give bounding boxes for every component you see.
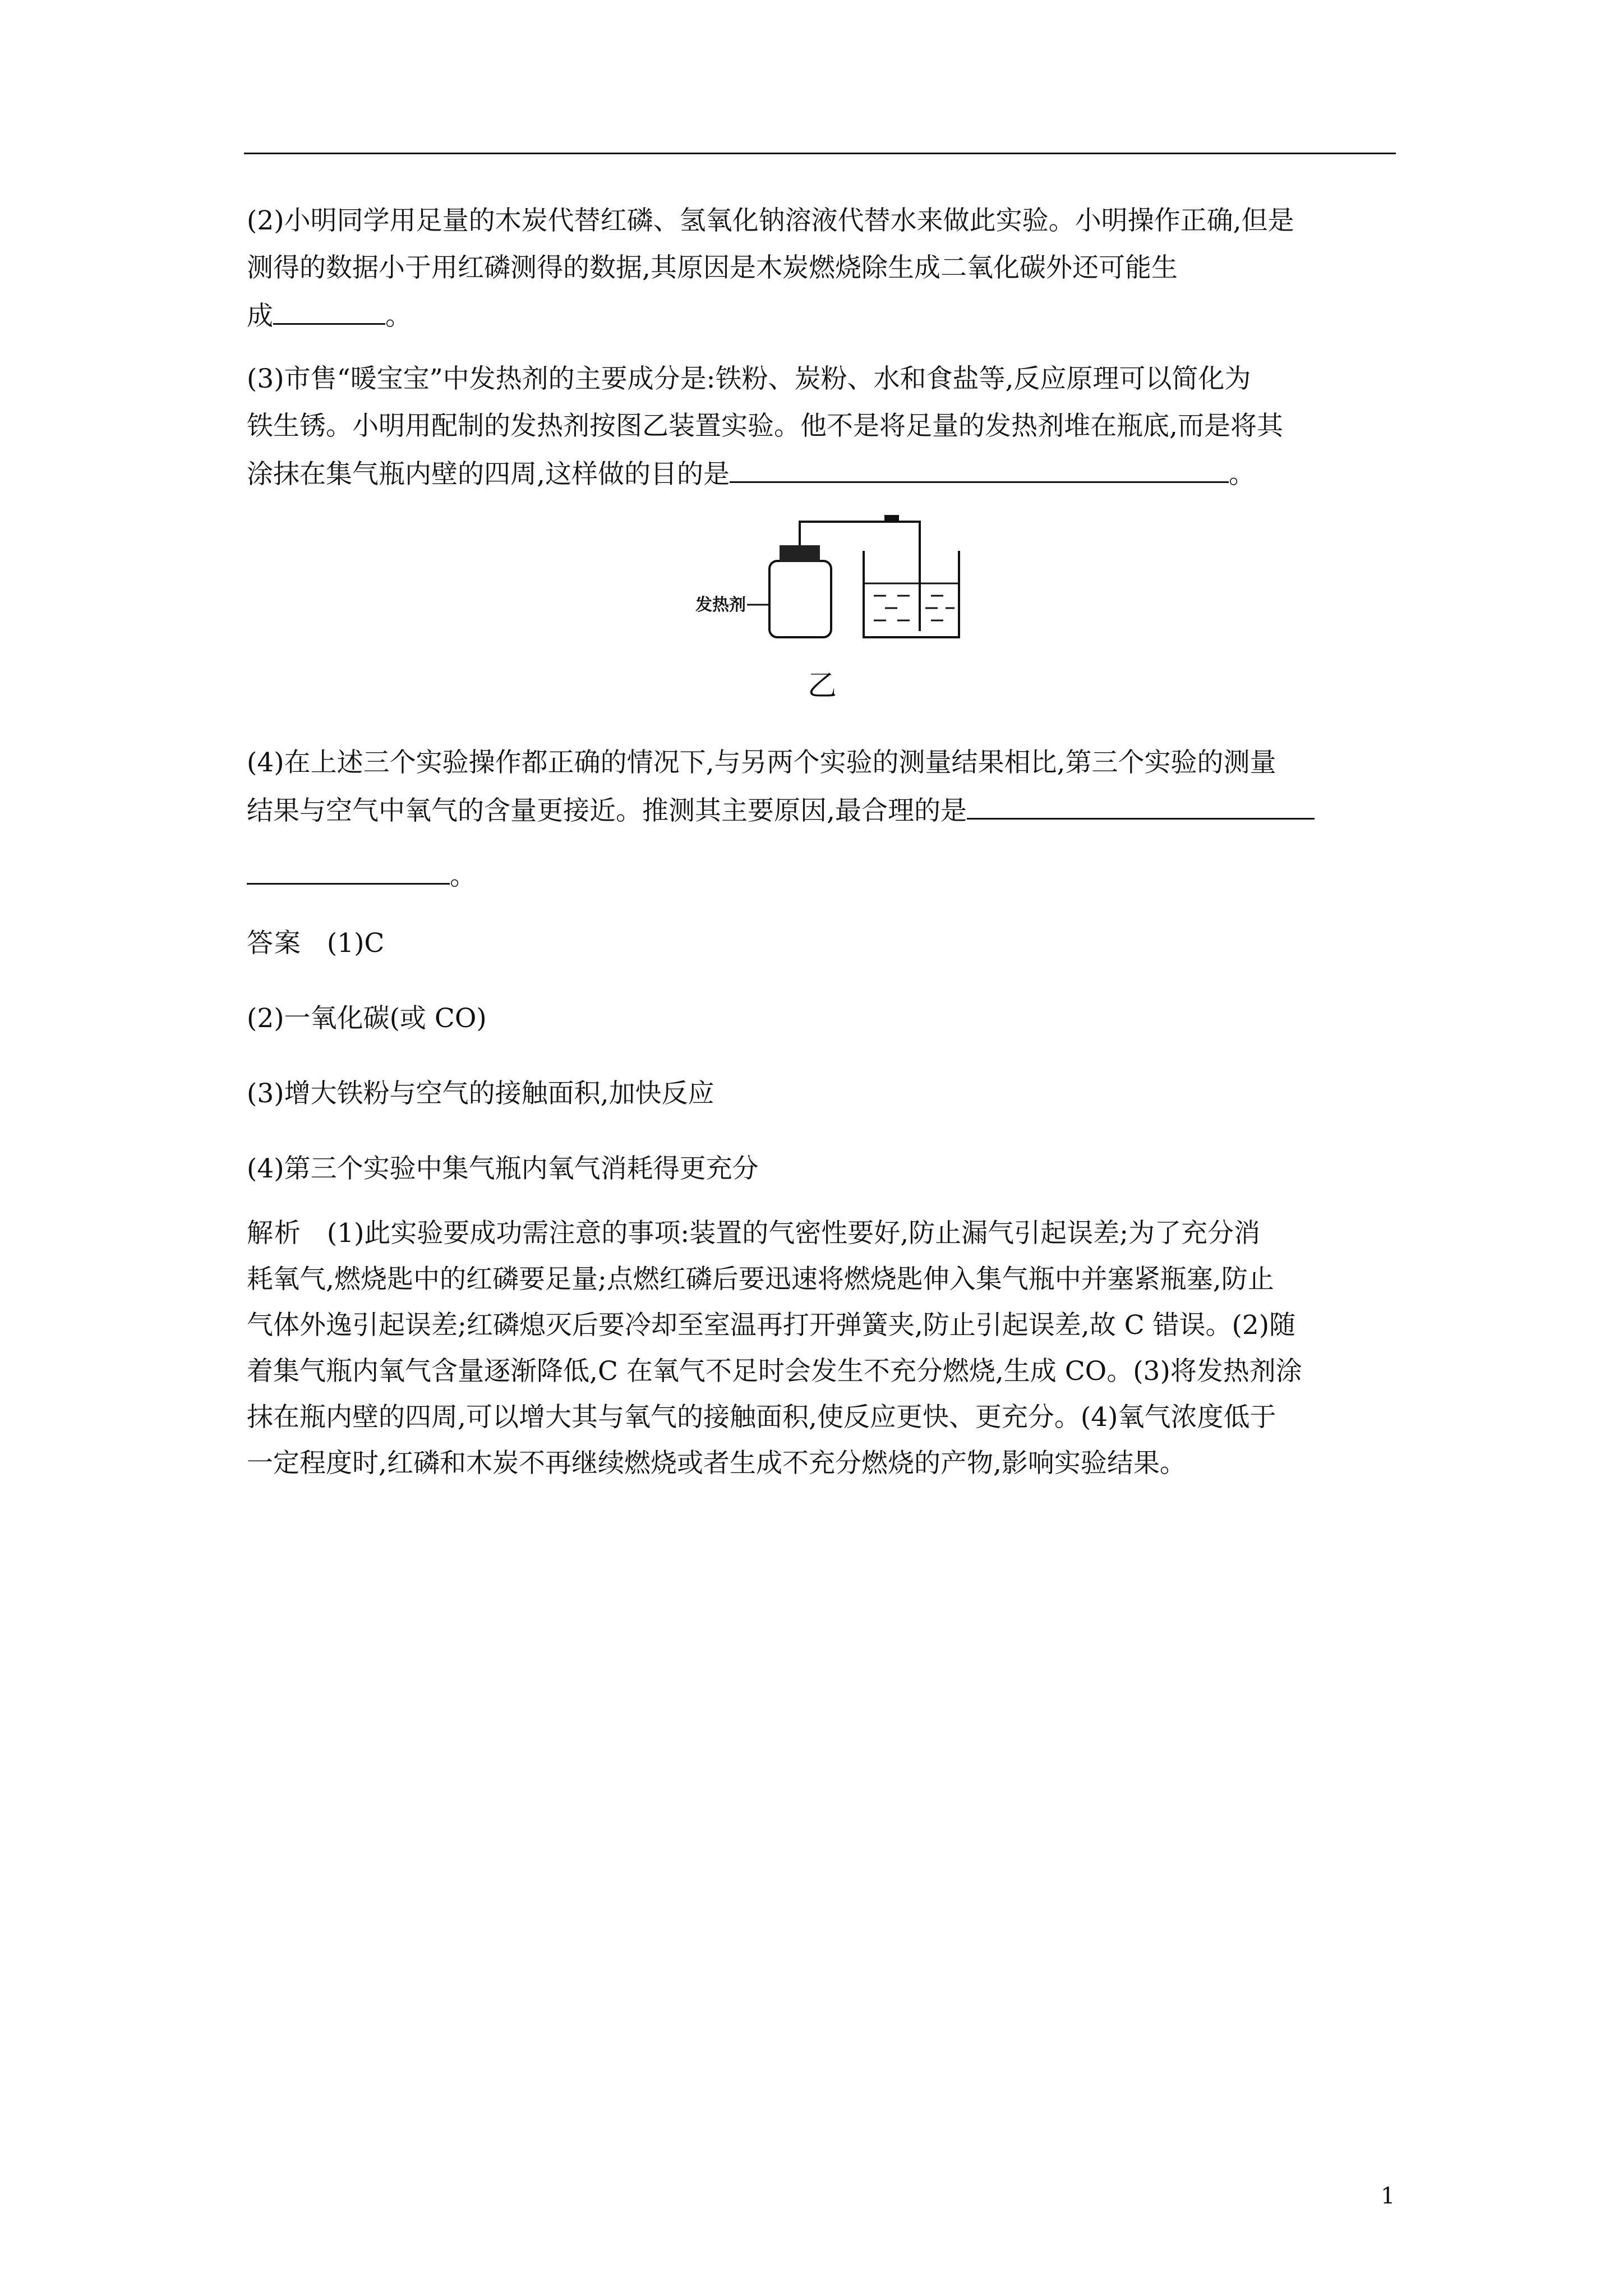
q2-line-3 bbox=[247, 292, 1396, 340]
spring-clip bbox=[884, 515, 899, 523]
q3-line-1: (3)市售“暖宝宝”中发热剂的主要成分是:铁粉、炭粉、水和食盐等,反应原理可以简化为 bbox=[247, 364, 1251, 394]
q2-answer-blank[interactable] bbox=[273, 292, 385, 325]
q2-line-2: 测得的数据小于用红磷测得的数据,其原因是木炭燃烧除生成二氧化碳外还可能生 bbox=[247, 252, 1178, 283]
analysis-line-2: 耗氧气,燃烧匙中的红磷要足量;点燃红磷后要迅速将燃烧匙伸入集气瓶中并塞紧瓶塞,防止 bbox=[247, 1264, 1274, 1295]
q4-line-2 bbox=[247, 786, 1396, 835]
analysis-line-4: 着集气瓶内氧气含量逐渐降低,C 在氧气不足时会发生不充分燃烧,生成 CO。(3)将发热剂涂 bbox=[247, 1356, 1302, 1387]
q3-line-2: 铁生锈。小明用配制的发热剂按图乙装置实验。他不是将足量的发热剂堆在瓶底,而是将其 bbox=[247, 411, 1283, 441]
q3-line-3-suffix: 。 bbox=[1228, 459, 1255, 490]
bottle-stopper bbox=[780, 545, 820, 562]
q2-line-3-prefix: 成 bbox=[247, 301, 273, 332]
beaker bbox=[864, 551, 959, 637]
apparatus-diagram bbox=[695, 505, 976, 651]
question-2 bbox=[247, 197, 1396, 340]
apparatus-figure bbox=[695, 505, 976, 651]
analysis-line-6: 一定程度时,红磷和木炭不再继续燃烧或者生成不充分燃烧的产物,影响实验结果。 bbox=[247, 1448, 1186, 1479]
q4-line-3-suffix: 。 bbox=[450, 861, 476, 891]
analysis-line-1 bbox=[247, 1211, 1396, 1257]
heat-agent-label: 发热剂 bbox=[695, 596, 746, 614]
analysis-line-5: 抹在瓶内壁的四周,可以增大其与氧气的接触面积,使反应更快、更充分。(4)氧气浓度低于 bbox=[247, 1402, 1276, 1433]
gas-bottle bbox=[769, 561, 831, 637]
answer-section bbox=[247, 920, 1396, 1193]
water-lines bbox=[874, 596, 955, 620]
answer-line-1 bbox=[247, 920, 1396, 967]
q2-line-1: (2)小明同学用足量的木炭代替红磷、氢氧化钠溶液代替水来做此实验。小明操作正确,但是 bbox=[247, 205, 1294, 236]
answer-3: (3)增大铁粉与空气的接触面积,加快反应 bbox=[247, 1078, 714, 1109]
q2-line-3-suffix: 。 bbox=[385, 301, 412, 332]
answer-2: (2)一氧化碳(或 CO) bbox=[247, 1003, 487, 1034]
q4-line-2-prefix: 结果与空气中氧气的含量更接近。推测其主要原因,最合理的是 bbox=[247, 795, 967, 826]
analysis-section bbox=[247, 1211, 1396, 1487]
answer-1: (1)C bbox=[326, 928, 385, 959]
page-number: 1 bbox=[1381, 2183, 1395, 2209]
answer-4: (4)第三个实验中集气瓶内氧气消耗得更充分 bbox=[247, 1153, 759, 1184]
question-4 bbox=[247, 739, 1396, 835]
q4-line-1: (4)在上述三个实验操作都正确的情况下,与另两个实验的测量结果相比,第三个实验的测量 bbox=[247, 747, 1276, 778]
header-rule bbox=[244, 153, 1396, 154]
analysis-label: 解析 bbox=[247, 1218, 302, 1249]
analysis-line-3: 气体外逸引起误差;红磷熄灭后要冷却至室温再打开弹簧夹,防止引起误差,故 C 错误。(2)随 bbox=[247, 1310, 1296, 1341]
delivery-tube bbox=[800, 519, 920, 631]
answer-label: 答案 bbox=[247, 928, 302, 959]
q4-answer-blank-2[interactable] bbox=[247, 852, 450, 885]
figure-caption: 乙 bbox=[808, 669, 837, 703]
q4-continuation bbox=[247, 852, 1396, 900]
q4-line-3 bbox=[247, 852, 1396, 900]
q4-answer-blank-1[interactable] bbox=[967, 786, 1315, 820]
q3-line-3-prefix: 涂抹在集气瓶内壁的四周,这样做的目的是 bbox=[247, 459, 730, 490]
analysis-text-1: (1)此实验要成功需注意的事项:装置的气密性要好,防止漏气引起误差;为了充分消 bbox=[326, 1218, 1261, 1249]
q3-line-3 bbox=[247, 450, 1396, 498]
question-3 bbox=[247, 356, 1396, 498]
q3-answer-blank[interactable] bbox=[730, 450, 1229, 483]
